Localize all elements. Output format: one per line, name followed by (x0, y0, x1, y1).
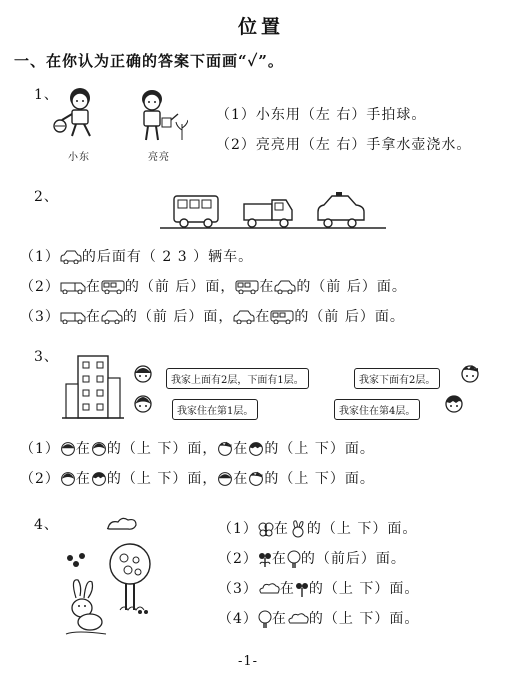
q2-line1-text: 的后面有（ 2 3 ）辆车。 (81, 249, 254, 265)
tree-icon (258, 610, 272, 628)
q4-line2-end: 的（前后）面。 (300, 551, 406, 567)
kid-head-icon (60, 441, 76, 457)
boy-name-xiaodong: 小东 (68, 152, 90, 163)
q4-line4-at: 在 (271, 611, 287, 627)
section-instruction: 一、在你认为正确的答案下面画“✓”。 (14, 52, 284, 70)
q4-line3-at: 在 (279, 581, 295, 597)
q2-line2-at2: 在 (259, 279, 275, 295)
boy-name-liangliang: 亮亮 (148, 152, 170, 163)
q3-line1-end: 的（上 下）面。 (264, 441, 375, 457)
q4-line1-at: 在 (273, 521, 289, 537)
flower-icon (295, 581, 309, 597)
q2-line2-mid: 的（前 后）面， (124, 279, 236, 295)
q2-line3 (20, 306, 405, 326)
bus-icon (270, 310, 294, 324)
cloud-icon (287, 613, 309, 625)
speech-bubble-3: 我家住在第1层。 (172, 399, 258, 420)
tree-rabbit-scene-illustration (60, 514, 170, 638)
q4-line3-num: （3） (218, 581, 258, 597)
q4-line4-end: 的（上 下）面。 (308, 611, 420, 627)
kid-head-icon (60, 471, 76, 487)
page-number: -1- (238, 654, 259, 669)
q2-number: 2、 (34, 189, 59, 205)
boy-watering-illustration (128, 86, 188, 144)
rabbit-icon (289, 520, 307, 538)
q4-line2-at: 在 (271, 551, 287, 567)
flower-icon (258, 551, 272, 567)
q3-line1-num: （1） (20, 441, 60, 457)
q3-line2-at2: 在 (233, 471, 249, 487)
kid-head-icon (91, 441, 107, 457)
bus-icon (235, 280, 259, 294)
q3-line1 (20, 438, 375, 458)
q4-number: 4、 (34, 517, 59, 533)
q3-line2 (20, 468, 375, 488)
q4-line3 (218, 578, 419, 598)
truck-icon (60, 280, 86, 294)
q4-line1-end: 的（上 下）面。 (306, 521, 418, 537)
q3-number: 3、 (34, 349, 59, 365)
q4-line1-num: （1） (218, 521, 258, 537)
q2-line3-end: 的（前 后）面。 (294, 309, 405, 325)
tree-icon (287, 550, 301, 568)
q4-line4 (218, 608, 419, 628)
vehicles-row-illustration (160, 188, 390, 236)
apartment-building-illustration (62, 354, 124, 420)
q2-line3-num: （3） (20, 309, 60, 325)
car-icon (274, 280, 296, 294)
boy-ball-illustration (52, 84, 104, 144)
q1-number: 1、 (34, 87, 59, 103)
q2-line3-at: 在 (85, 309, 101, 325)
q3-line2-num: （2） (20, 471, 60, 487)
q1-line2: （2）亮亮用（左 右）手拿水壶浇水。 (216, 137, 472, 153)
q2-line2-end: 的（前 后）面。 (296, 279, 407, 295)
q2-line2-at: 在 (85, 279, 101, 295)
q1-line1: （1）小东用（左 右）手拍球。 (216, 107, 427, 123)
speech-bubble-1: 我家上面有2层，下面有1层。 (166, 368, 309, 389)
q3-line1-at: 在 (75, 441, 91, 457)
kid-head-icon (248, 471, 264, 487)
q2-line1-num: （1） (20, 249, 60, 265)
q2-line2 (20, 276, 407, 296)
q2-line1 (20, 246, 253, 266)
q4-line2-num: （2） (218, 551, 258, 567)
q2-line3-at2: 在 (255, 309, 271, 325)
kid-d-head-icon (444, 394, 464, 414)
truck-icon (60, 310, 86, 324)
bus-icon (101, 280, 125, 294)
q2-line2-num: （2） (20, 279, 60, 295)
kid-head-icon (217, 441, 233, 457)
speech-bubble-2: 我家下面有2层。 (354, 368, 440, 389)
q4-line4-num: （4） (218, 611, 258, 627)
kid-b-head-icon (460, 364, 480, 384)
kid-a-head-icon (133, 364, 153, 384)
q3-line2-mid: 的（上 下）面， (106, 471, 218, 487)
speech-bubble-4: 我家住在第4层。 (334, 399, 420, 420)
kid-head-icon (217, 471, 233, 487)
q3-line2-at: 在 (75, 471, 91, 487)
kid-head-icon (248, 441, 264, 457)
q4-line1 (218, 518, 417, 538)
car-icon (233, 310, 255, 324)
q3-line2-end: 的（上 下）面。 (264, 471, 375, 487)
q4-line2 (218, 548, 406, 568)
kid-c-head-icon (133, 394, 153, 414)
car-icon (60, 250, 82, 264)
q3-line1-at2: 在 (233, 441, 249, 457)
cloud-icon (258, 583, 280, 595)
kid-head-icon (91, 471, 107, 487)
butterfly-icon (258, 521, 274, 537)
q2-line3-mid: 的（前 后）面， (122, 309, 234, 325)
q4-line3-end: 的（上 下）面。 (308, 581, 420, 597)
page-title: 位置 (238, 16, 285, 38)
q3-line1-mid: 的（上 下）面， (106, 441, 218, 457)
car-icon (101, 310, 123, 324)
